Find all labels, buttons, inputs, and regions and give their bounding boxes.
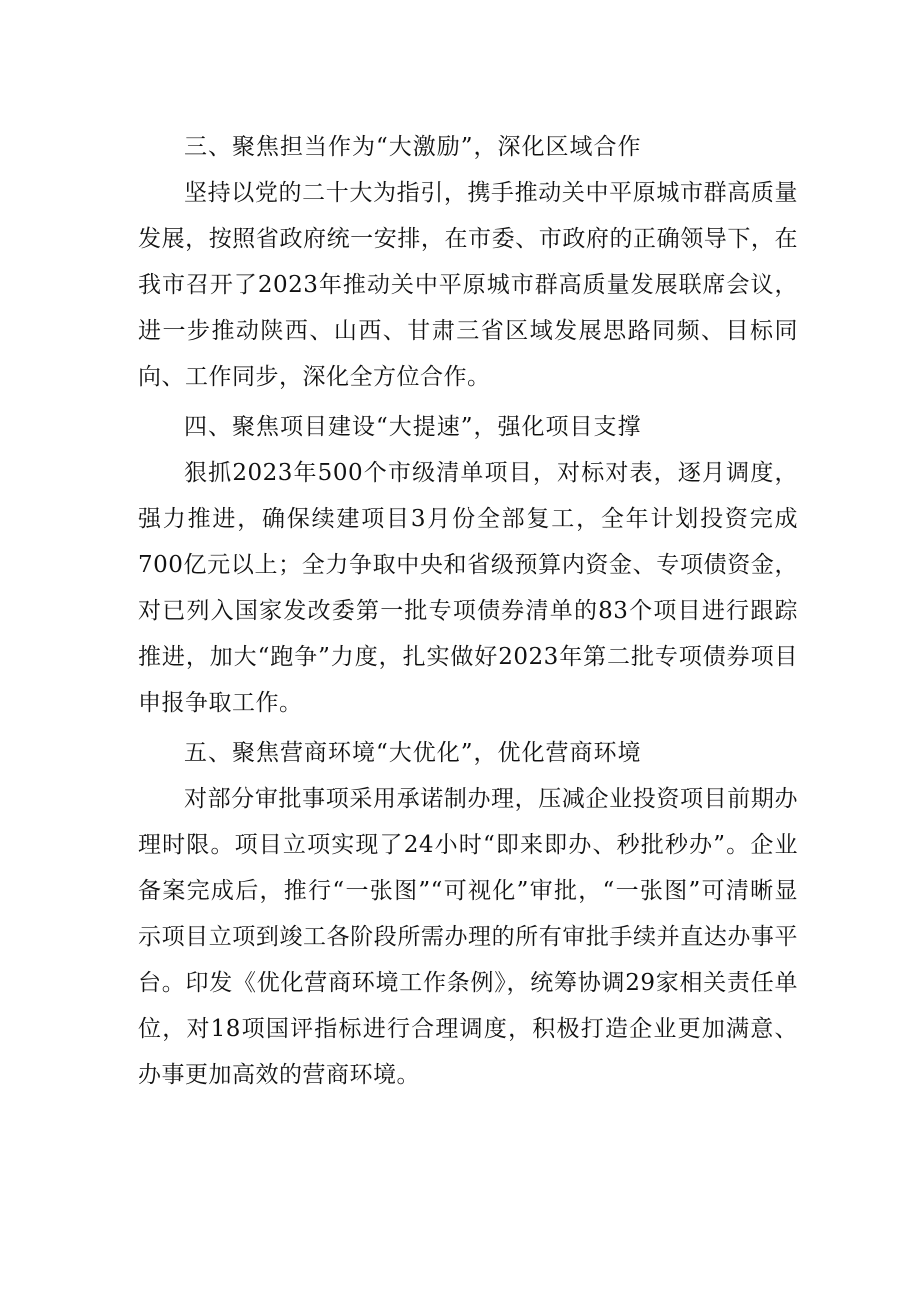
section-paragraph-4: 狠抓2023年500个市级清单项目，对标对表，逐月调度，强力推进，确保续建项目3月份全部复工，全年计划投资完成700亿元以上；全力争取中央和省级预算内资金、专项债资金，对已列入国家发改委第一批专项债券清单的83个项目进行跟踪推进，加大“跑争”力度，扎实做好2023年第二批专项债券项目申报争取工作。 — [138, 460, 798, 716]
section-heading-5: 五、聚焦营商环境“大优化”，优化营商环境 — [184, 740, 642, 766]
section-heading-4: 四、聚焦项目建设“大提速”，强化项目支撑 — [184, 414, 642, 440]
section-heading-3: 三、聚焦担当作为“大激励”，深化区域合作 — [184, 134, 642, 160]
document-body — [138, 124, 798, 1098]
section-paragraph-5: 对部分审批事项采用承诺制办理，压减企业投资项目前期办理时限。项目立项实现了24小时“即来即办、秒批秒办”。企业备案完成后，推行“一张图”“可视化”审批，“一张图”可清晰显示项目立项到竣工各阶段所需办理的所有审批手续并直达办事平台。印发《优化营商环境工作条例》，统筹协调29家相关责任单位，对18项国评指标进行合理调度，积极打造企业更加满意、办事更加高效的营商环境。 — [138, 786, 798, 1088]
section-paragraph-3: 坚持以党的二十大为指引，携手推动关中平原城市群高质量发展，按照省政府统一安排，在市委、市政府的正确领导下，在我市召开了2023年推动关中平原城市群高质量发展联席会议，进一步推动陕西、山西、甘肃三省区域发展思路同频、目标同向、工作同步，深化全方位合作。 — [138, 180, 798, 390]
